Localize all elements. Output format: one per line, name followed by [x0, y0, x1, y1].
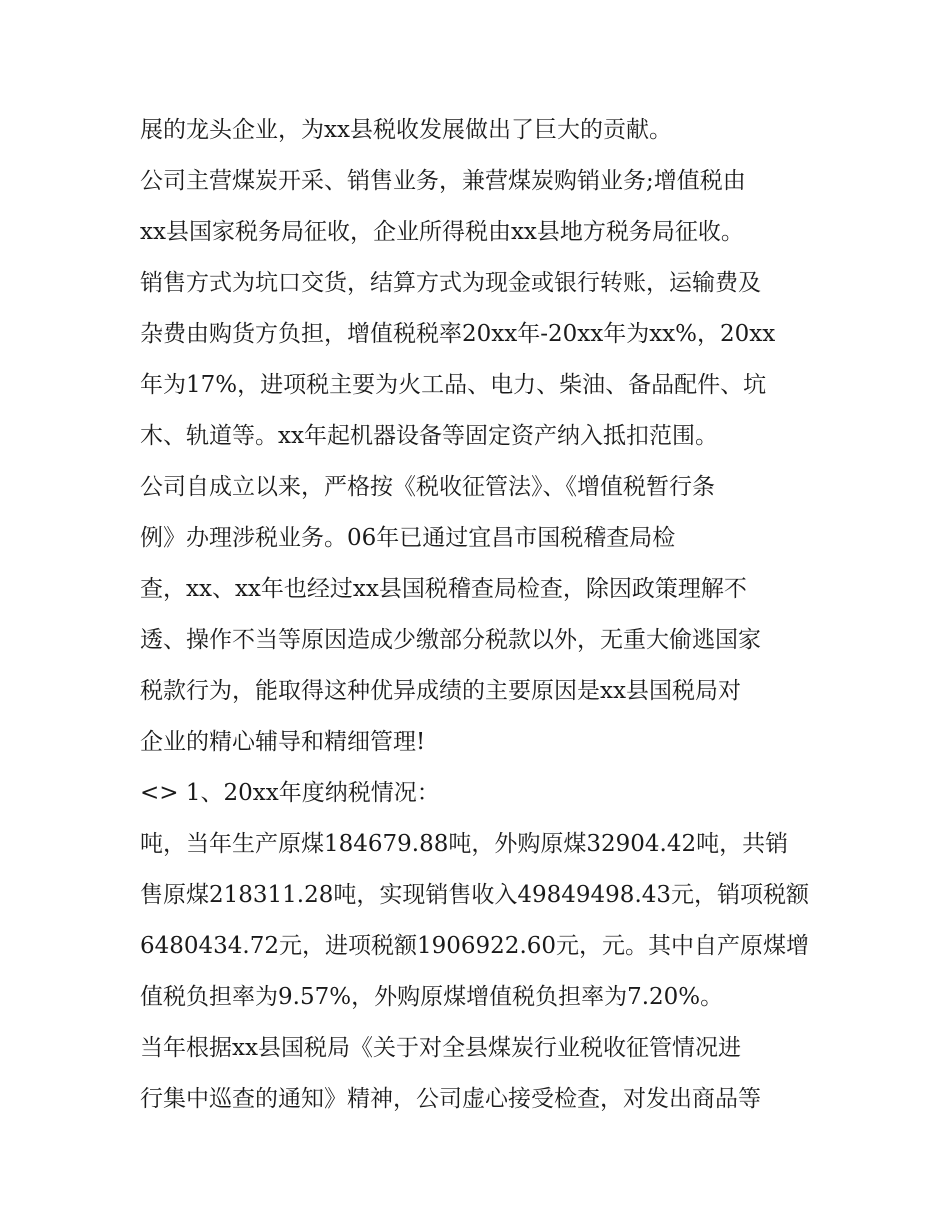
document-body — [140, 108, 830, 1128]
text-line: 查，xx、xx年也经过xx县国税稽查局检查，除因政策理解不 — [140, 576, 747, 602]
text-line: 展的龙头企业，为xx县税收发展做出了巨大的贡献。 — [140, 117, 672, 143]
text-line: 木、轨道等。xx年起机器设备等固定资产纳入抵扣范围。 — [140, 423, 718, 449]
text-line: 公司自成立以来，严格按《税收征管法》、《增值税暂行条 — [140, 474, 715, 500]
text-line: xx县国家税务局征收，企业所得税由xx县地方税务局征收。 — [140, 219, 744, 245]
text-line: 透、操作不当等原因造成少缴部分税款以外，无重大偷逃国家 — [140, 627, 761, 653]
text-line: 6480434.72元，进项税额1906922.60元，元。其中自产原煤增 — [140, 933, 810, 959]
section-heading: <> 1、20xx年度纳税情况： — [140, 780, 440, 806]
text-line: 企业的精心辅导和精细管理! — [140, 729, 426, 755]
text-line: 售原煤218311.28吨，实现销售收入49849498.43元，销项税额 — [140, 882, 810, 908]
text-line: 当年根据xx县国税局《关于对全县煤炭行业税收征管情况进 — [140, 1035, 741, 1061]
text-line: 年为17%，进项税主要为火工品、电力、柴油、备品配件、坑 — [140, 372, 767, 398]
text-line: 行集中巡查的通知》精神，公司虚心接受检查，对发出商品等 — [140, 1086, 761, 1112]
text-line: 吨，当年生产原煤184679.88吨，外购原煤32904.42吨，共销 — [140, 831, 789, 857]
text-line: 值税负担率为9.57%，外购原煤增值税负担率为7.20%。 — [140, 984, 724, 1010]
text-line: 税款行为，能取得这种优异成绩的主要原因是xx县国税局对 — [140, 678, 741, 704]
text-line: 公司主营煤炭开采、销售业务，兼营煤炭购销业务;增值税由 — [140, 168, 746, 194]
text-line: 例》办理涉税业务。06年已通过宜昌市国税稽查局检 — [140, 525, 676, 551]
text-line: 销售方式为坑口交货，结算方式为现金或银行转账，运输费及 — [140, 270, 761, 296]
text-line: 杂费由购货方负担，增值税税率20xx年-20xx年为xx%，20xx — [140, 321, 776, 347]
